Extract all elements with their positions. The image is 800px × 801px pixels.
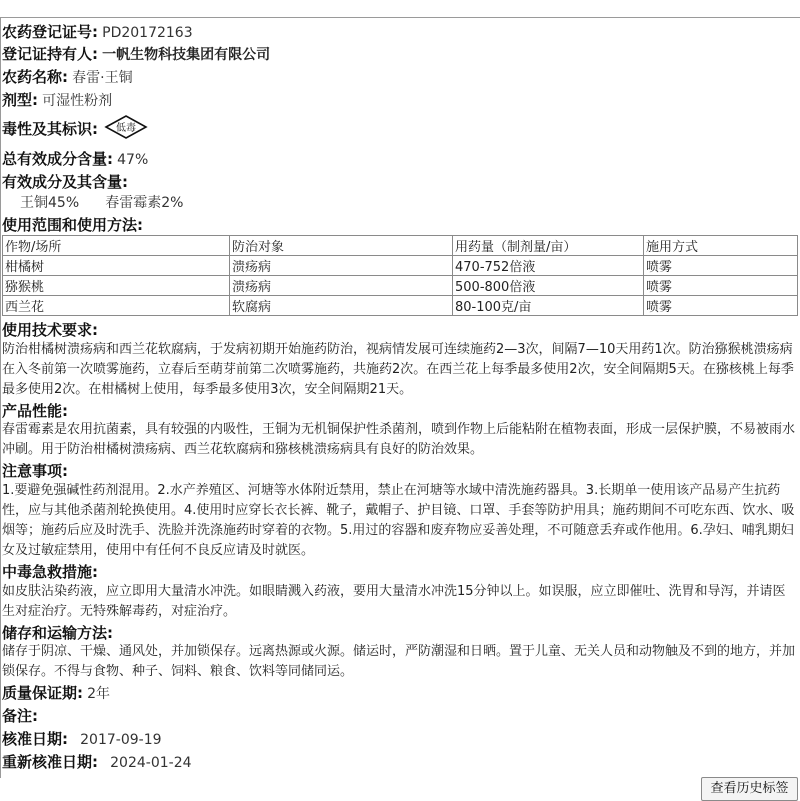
usage-header-cell: 用药量（制剂量/亩）: [453, 236, 644, 256]
ingredients-label: 有效成分及其含量:: [2, 173, 128, 191]
reapprove-row: [2, 752, 798, 774]
table-cell: 西兰花: [3, 296, 230, 316]
ingredient-item: 春雷霉素2%: [105, 195, 184, 211]
table-cell: 470-752倍液: [453, 256, 644, 276]
perf-text: 春雷霉素是农用抗菌素，具有较强的内吸性，王铜为无机铜保护性杀菌剂，喷到作物上后能粘附在植物表面，形成一层保护膜，不易被雨水冲刷。用于防治柑橘树溃疡病、西兰花软腐病和猕核桃溃疡病具有良好的防治效果。: [2, 422, 796, 457]
reg-no-value: PD20172163: [102, 25, 193, 41]
name-row: [2, 67, 798, 89]
poison-label: 中毒急救措施:: [2, 563, 98, 581]
usage-header-cell: 作物/场所: [3, 236, 230, 256]
notes-text: 1.要避免强碱性药剂混用。2.水产养殖区、河塘等水体附近禁用，禁止在河塘等水域中清洗施药器具。3.长期单一使用该产品易产生抗药性，应与其他杀菌剂轮换使用。4.使用时应穿长衣长裤、靴子，戴帽子、护目镜、口罩、手套等防护用具；施药期间不可吃东西、饮水、吸烟等；施药后应及时洗手、洗脸并洗涤施药时穿着的衣物。5.用过的容器和废弃物应妥善处理，不可随意丢弃或作他用。6.孕妇、哺乳期妇女及过敏症禁用，使用中有任何不良反应请及时就医。: [2, 483, 795, 558]
name-value: 春雷·王铜: [72, 70, 133, 86]
table-cell: 80-100克/亩: [453, 296, 644, 316]
table-cell: 猕猴桃: [3, 276, 230, 296]
ingredients-list: [20, 193, 798, 214]
total-row: [2, 149, 798, 171]
ingredient-item: 王铜45%: [20, 195, 80, 211]
storage-text: 储存于阴凉、干燥、通风处，并加锁保存。远离热源或火源。储运时，严防潮湿和日晒。置于儿童、无关人员和动物触及不到的地方，并加锁保存。不得与食物、种子、饲料、粮食、饮料等同储同运。: [2, 644, 796, 679]
table-cell: 喷雾: [644, 296, 798, 316]
total-label: 总有效成分含量:: [2, 150, 113, 168]
remarks-label: 备注:: [2, 707, 38, 725]
table-cell: 溃疡病: [230, 256, 453, 276]
warranty-row: [2, 683, 798, 705]
holder-value: 一帆生物科技集团有限公司: [102, 47, 271, 63]
form-row: [2, 90, 798, 112]
view-history-labels-button[interactable]: 查看历史标签: [701, 777, 798, 801]
form-value: 可湿性粉剂: [42, 93, 113, 109]
holder-row: [2, 44, 798, 66]
warranty-value: 2年: [87, 686, 111, 702]
usage-header-cell: 防治对象: [230, 236, 453, 256]
toxicity-row: [2, 114, 798, 147]
reapprove-label: 重新核准日期:: [2, 753, 98, 771]
table-cell: 喷雾: [644, 276, 798, 296]
low-toxicity-mark-icon: [104, 114, 148, 147]
tech-label: 使用技术要求:: [2, 321, 98, 339]
usage-label-row: [2, 215, 798, 237]
reg-no-label: 农药登记证号:: [2, 23, 98, 41]
name-label: 农药名称:: [2, 68, 68, 86]
ingredients-label-row: [2, 172, 798, 194]
approve-value: 2017-09-19: [80, 732, 162, 748]
table-row: [3, 296, 798, 316]
toxicity-label: 毒性及其标识:: [2, 120, 98, 138]
poison-text: 如皮肤沾染药液，应立即用大量清水冲洗。如眼睛溅入药液，要用大量清水冲洗15分钟以上。如误服，应立即催吐、洗胃和导泻，并请医生对症治疗。无特殊解毒药，对症治疗。: [2, 584, 786, 619]
reg-no-row: [2, 22, 798, 44]
usage-table: [2, 235, 798, 316]
poison-label-row: [2, 562, 798, 584]
table-cell: 500-800倍液: [453, 276, 644, 296]
warranty-label: 质量保证期:: [2, 684, 83, 702]
form-label: 剂型:: [2, 91, 38, 109]
approve-label: 核准日期:: [2, 730, 68, 748]
usage-label: 使用范围和使用方法:: [2, 216, 143, 234]
table-row: [3, 256, 798, 276]
table-cell: 软腐病: [230, 296, 453, 316]
approve-row: [2, 729, 798, 751]
notes-label-row: [2, 461, 798, 483]
tech-text: 防治柑橘树溃疡病和西兰花软腐病，于发病初期开始施药防治，视病情发展可连续施药2—3次，间隔7—10天用药1次。防治猕猴桃溃疡病在入冬前第一次喷雾施药，立春后至萌芽前第二次喷雾施药，共施药2次。在西兰花上每季最多使用2次，安全间隔期5天。在猕核桃上每季最多使用2次。在柑橘树上使用，每季最多使用3次，安全间隔期21天。: [2, 342, 794, 397]
usage-header-cell: 施用方式: [644, 236, 798, 256]
table-row: [3, 276, 798, 296]
holder-label: 登记证持有人:: [2, 45, 98, 63]
notes-label: 注意事项:: [2, 462, 68, 480]
perf-label: 产品性能:: [2, 402, 68, 420]
total-value: 47%: [117, 152, 149, 168]
usage-header-row: [3, 236, 798, 256]
table-cell: 柑橘树: [3, 256, 230, 276]
storage-label: 储存和运输方法:: [2, 624, 113, 642]
toxicity-mark-text: 低毒: [116, 123, 137, 134]
tech-label-row: [2, 320, 798, 342]
reapprove-value: 2024-01-24: [110, 755, 192, 771]
table-cell: 喷雾: [644, 256, 798, 276]
table-cell: 溃疡病: [230, 276, 453, 296]
remarks-row: [2, 706, 798, 728]
